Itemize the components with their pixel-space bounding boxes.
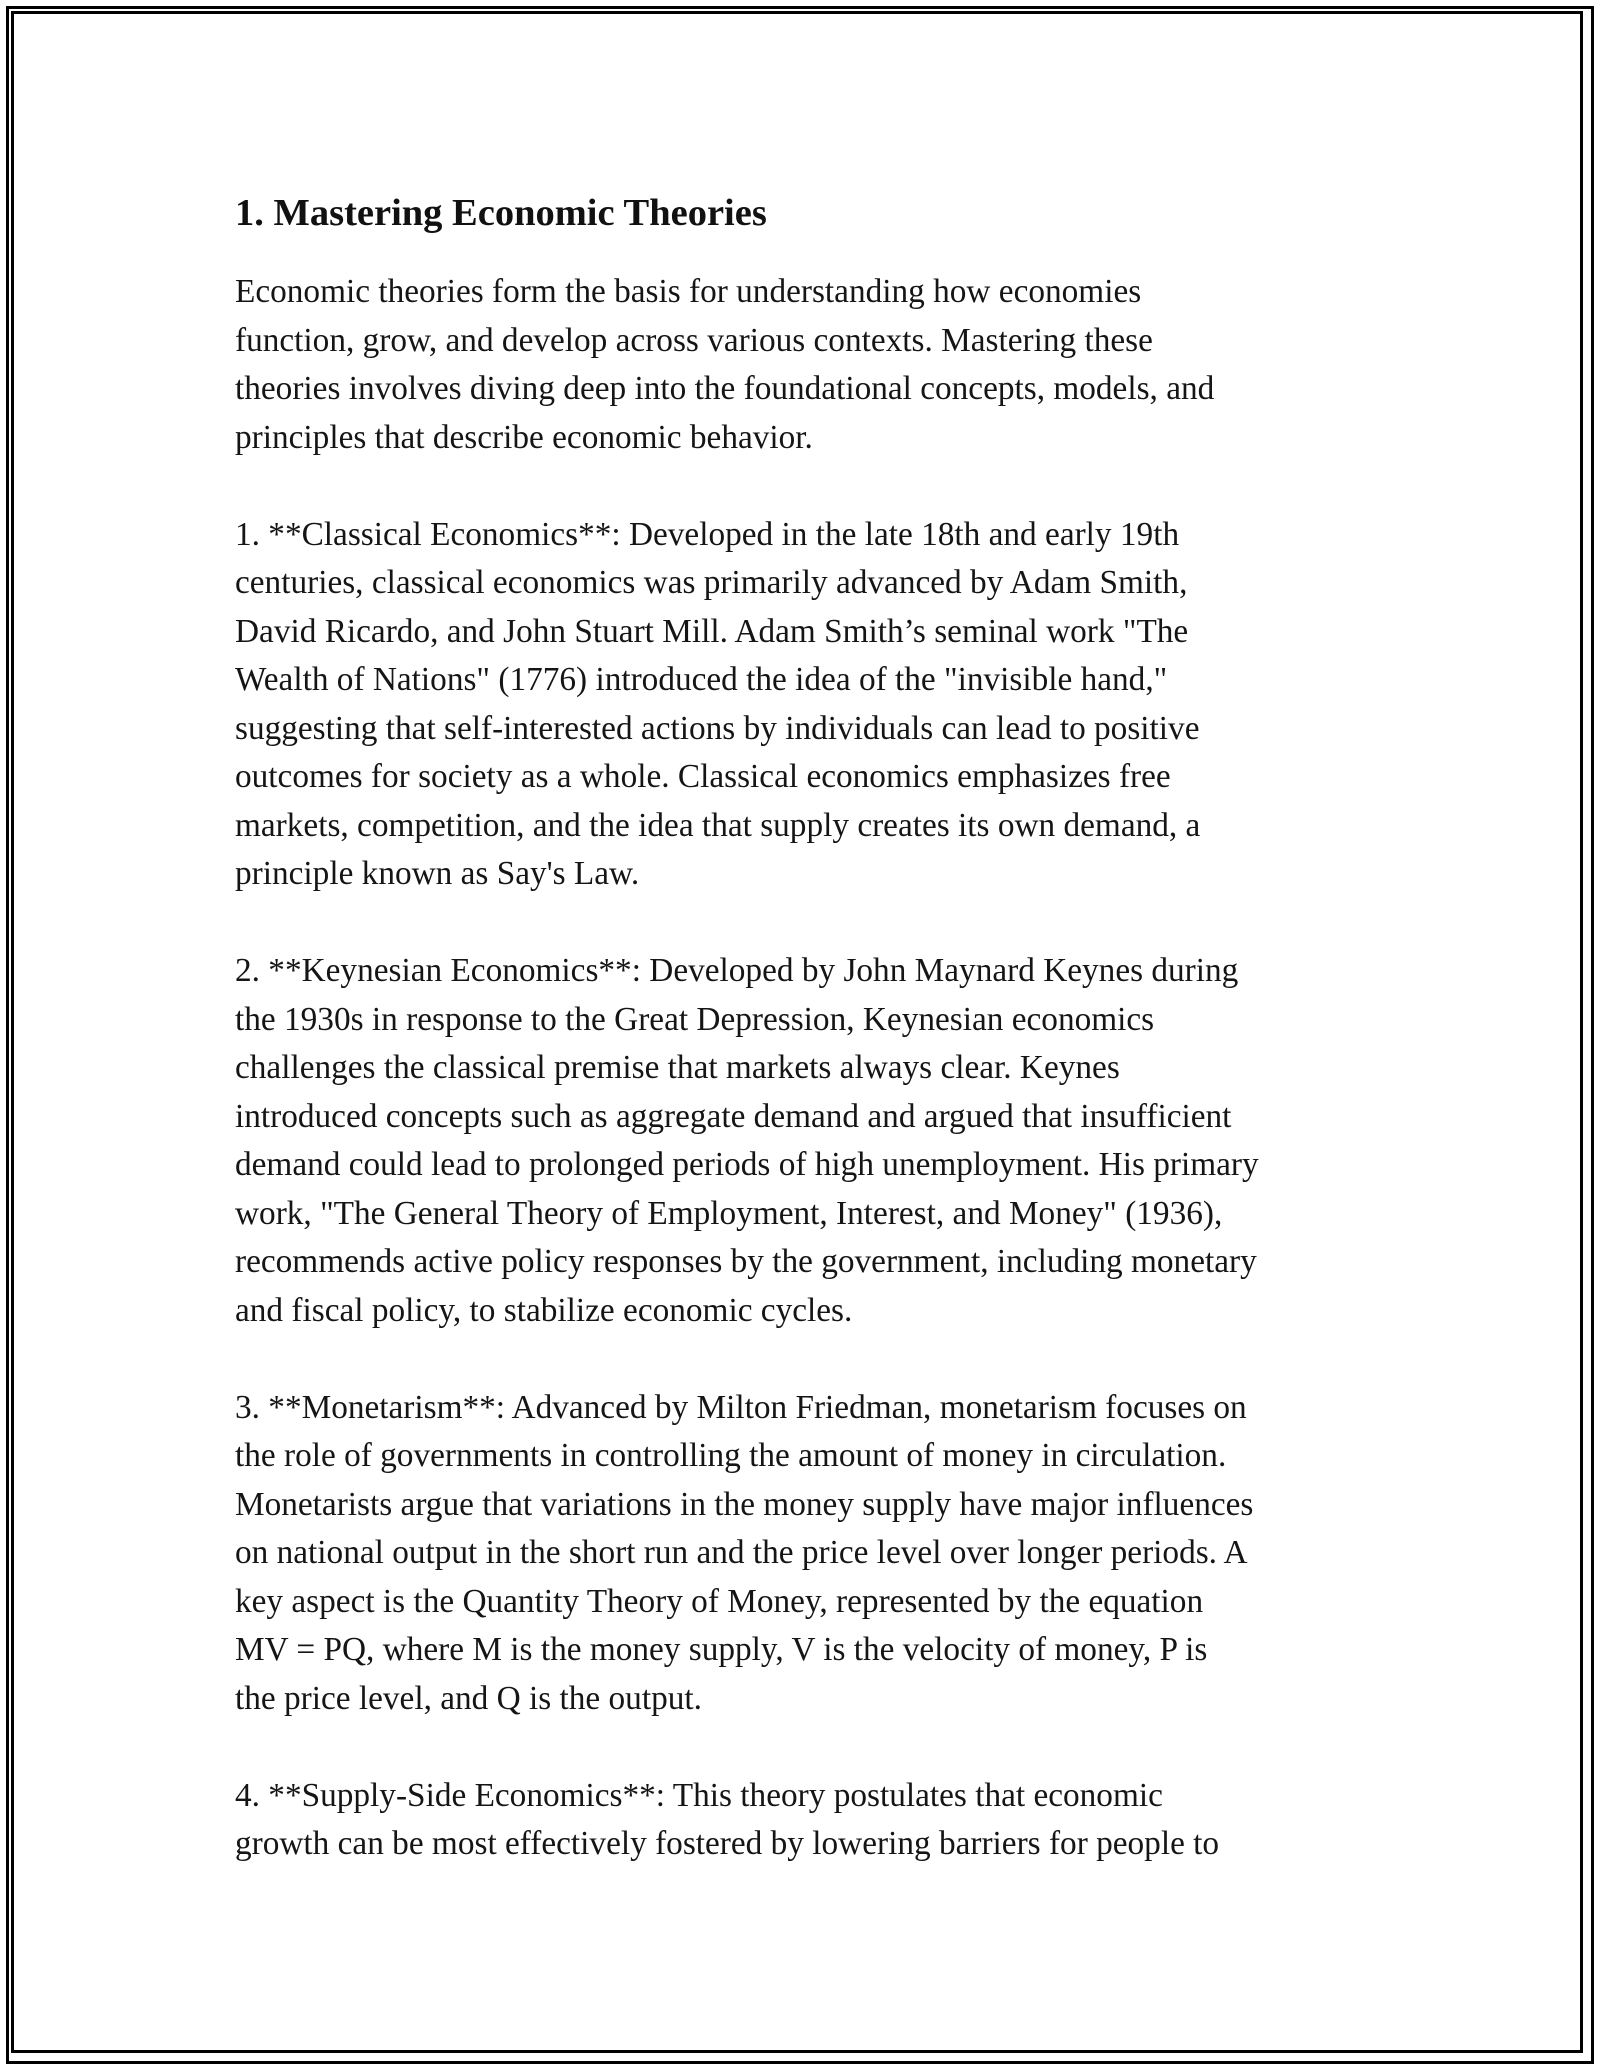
- text-line: introduced concepts such as aggregate demand and argued that insufficient: [235, 1097, 1232, 1135]
- text-line: on national output in the short run and the price level over longer periods. A: [235, 1534, 1248, 1571]
- text-line: theories involves diving deep into the foundational concepts, models, and: [235, 370, 1215, 407]
- text-line: the 1930s in response to the Great Depression, Keynesian economics: [235, 1000, 1155, 1038]
- text-line: the role of governments in controlling the amount of money in circulation.: [235, 1437, 1227, 1474]
- text-line: principles that describe economic behavior.: [235, 418, 813, 456]
- section-heading: 1. Mastering Economic Theories: [235, 192, 767, 234]
- text-line: markets, competition, and the idea that supply creates its own demand, a: [235, 806, 1201, 844]
- text-line: key aspect is the Quantity Theory of Money, represented by the equation: [235, 1582, 1204, 1620]
- text-line: centuries, classical economics was primarily advanced by Adam Smith,: [235, 564, 1188, 601]
- text-line: 3. **Monetarism**: Advanced by Milton Friedman, monetarism focuses on: [235, 1388, 1247, 1426]
- text-line: growth can be most effectively fostered by lowering barriers for people to: [235, 1825, 1220, 1862]
- text-line: the price level, and Q is the output.: [235, 1679, 702, 1717]
- text-line: demand could lead to prolonged periods of high unemployment. His primary: [235, 1146, 1259, 1183]
- text-line: suggesting that self-interested actions by individuals can lead to positive: [235, 709, 1200, 747]
- text-line: challenges the classical premise that markets always clear. Keynes: [235, 1049, 1120, 1086]
- text-line: 4. **Supply-Side Economics**: This theory postulates that economic: [235, 1776, 1163, 1814]
- paragraph-supply-side-economics: [235, 1772, 1365, 1869]
- text-line: 1. **Classical Economics**: Developed in the late 18th and early 19th: [235, 515, 1180, 553]
- text-line: and fiscal policy, to stabilize economic cycles.: [235, 1291, 853, 1329]
- paragraph-monetarism: [235, 1384, 1365, 1724]
- text-line: Monetarists argue that variations in the money supply have major influences: [235, 1485, 1254, 1523]
- text-line: Wealth of Nations" (1776) introduced the idea of the "invisible hand,": [235, 661, 1168, 698]
- text-line: principle known as Say's Law.: [235, 855, 640, 892]
- text-line: MV = PQ, where M is the money supply, V is the velocity of money, P is: [235, 1631, 1208, 1668]
- text-line: function, grow, and develop across various contexts. Mastering these: [235, 321, 1153, 359]
- text-line: Economic theories form the basis for understanding how economies: [235, 273, 1142, 310]
- paragraph-intro: [235, 268, 1365, 462]
- paragraph-classical-economics: [235, 511, 1365, 899]
- paragraph-keynesian-economics: [235, 947, 1365, 1335]
- text-line: 2. **Keynesian Economics**: Developed by John Maynard Keynes during: [235, 952, 1239, 989]
- text-line: work, "The General Theory of Employment, Interest, and Money" (1936),: [235, 1194, 1223, 1232]
- text-line: outcomes for society as a whole. Classical economics emphasizes free: [235, 758, 1171, 795]
- document-body: [235, 188, 1365, 1917]
- text-line: David Ricardo, and John Stuart Mill. Adam Smith’s seminal work "The: [235, 612, 1189, 650]
- text-line: recommends active policy responses by the government, including monetary: [235, 1243, 1257, 1280]
